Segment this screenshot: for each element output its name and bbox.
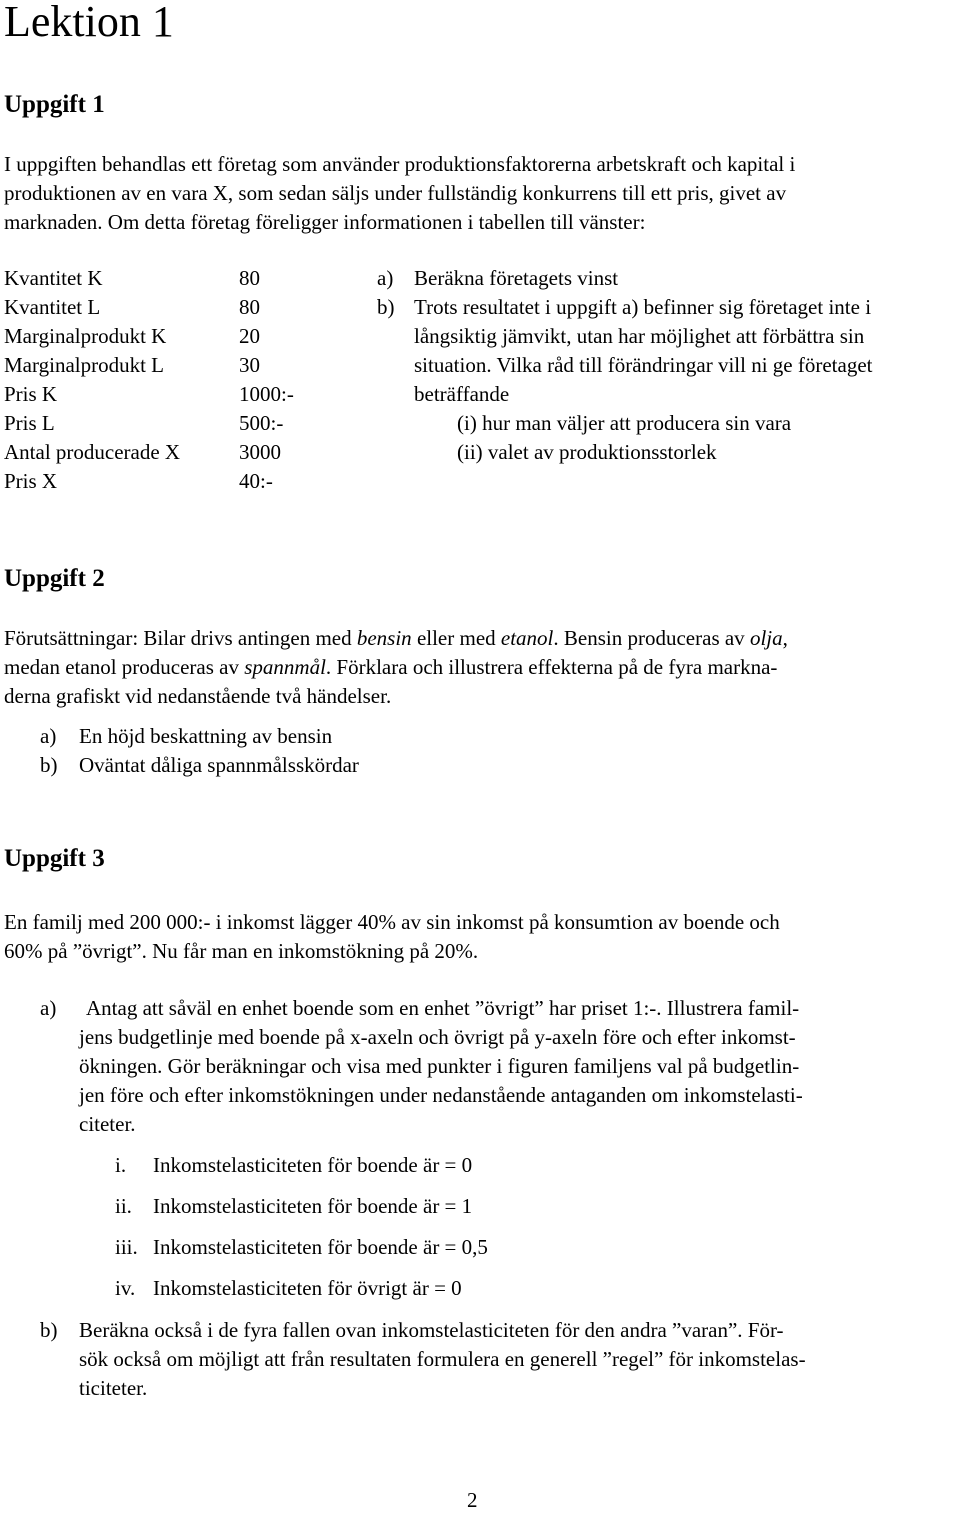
- u2-text: ,: [782, 626, 788, 650]
- u2-paragraph-line-3: derna grafiskt vid nedanstående två händelser.: [4, 684, 392, 708]
- u2-term-etanol: etanol: [500, 626, 554, 650]
- u2-paragraph-line-2: [4, 653, 777, 682]
- u3-sub-text: Inkomstelasticiteten för boende är = 1: [153, 1194, 473, 1218]
- u3-qb-line-3: ticiteter.: [79, 1376, 148, 1400]
- table-value: 1000:-: [239, 382, 294, 406]
- u1-heading: Uppgift 1: [4, 91, 105, 118]
- u1-qb-line-3: situation. Vilka råd till förändringar vill ni ge företaget: [414, 353, 873, 377]
- u1-qb-sub-i: (i) hur man väljer att producera sin vara: [457, 411, 792, 435]
- u3-intro-line-1: En familj med 200 000:- i inkomst lägger 40% av sin inkomst på konsumtion av boende och: [4, 910, 780, 934]
- u2-item-marker: a): [40, 724, 57, 748]
- table-value: 20: [239, 324, 260, 348]
- u3-qb-line-2: sök också om möjligt att från resultaten formulera en generell ”regel” för inkomstelas-: [79, 1347, 806, 1371]
- u2-item-text: Oväntat dåliga spannmålsskördar: [79, 753, 359, 777]
- page-title: Lektion 1: [4, 0, 174, 46]
- u1-intro-line-1: I uppgiften behandlas ett företag som använder produktionsfaktorerna arbetskraft och kapital i: [4, 152, 796, 176]
- table-label: Kvantitet L: [4, 295, 101, 319]
- page-number: 2: [467, 1488, 478, 1512]
- u3-qa-line-5: citeter.: [79, 1112, 136, 1136]
- u1-qb-line-2: långsiktig jämvikt, utan har möjlighet att förbättra sin: [414, 324, 865, 348]
- table-label: Marginalprodukt L: [4, 353, 165, 377]
- table-label: Kvantitet K: [4, 266, 103, 290]
- u3-sub-marker: ii.: [115, 1194, 132, 1218]
- u3-qa-line-1: Antag att såväl en enhet boende som en enhet ”övrigt” har priset 1:-. Illustrera famil-: [86, 996, 800, 1020]
- u3-qa-line-3: ökningen. Gör beräkningar och visa med punkter i figuren familjens val på budgetlin-: [79, 1054, 800, 1078]
- u3-sub-text: Inkomstelasticiteten för övrigt är = 0: [153, 1276, 462, 1300]
- table-value: 3000: [239, 440, 281, 464]
- table-value: 500:-: [239, 411, 284, 435]
- u2-text: . Förklara och illustrera effekterna på de fyra markna-: [325, 655, 778, 679]
- u2-paragraph-line-1: [4, 624, 788, 653]
- table-label: Antal producerade X: [4, 440, 181, 464]
- table-value: 30: [239, 353, 260, 377]
- u2-text: . Bensin produceras av: [553, 626, 750, 650]
- u1-qb-line-4: beträffande: [414, 382, 510, 406]
- u1-qb-sub-ii: (ii) valet av produktionsstorlek: [457, 440, 717, 464]
- u3-sub-text: Inkomstelasticiteten för boende är = 0,5: [153, 1235, 488, 1259]
- u2-heading: Uppgift 2: [4, 565, 105, 592]
- u1-intro-line-2: produktionen av en vara X, som sedan säljs under fullständig konkurrens till ett pris, givet av: [4, 181, 787, 205]
- u2-term-spannmal: spannmål: [244, 655, 326, 679]
- table-value: 80: [239, 295, 260, 319]
- table-label: Pris L: [4, 411, 55, 435]
- u2-text: eller med: [411, 626, 501, 650]
- u3-sub-marker: i.: [115, 1153, 127, 1177]
- u1-intro-line-3: marknaden. Om detta företag föreligger informationen i tabellen till vänster:: [4, 210, 646, 234]
- u3-qb-line-1: Beräkna också i de fyra fallen ovan inkomstelasticiteten för den andra ”varan”. För-: [79, 1318, 784, 1342]
- u2-term-olja: olja: [749, 626, 783, 650]
- u3-sub-marker: iii.: [115, 1235, 138, 1259]
- u3-heading: Uppgift 3: [4, 845, 105, 872]
- u3-qb-marker: b): [40, 1318, 58, 1342]
- u1-qa-text: Beräkna företagets vinst: [414, 266, 619, 290]
- u2-item-text: En höjd beskattning av bensin: [79, 724, 333, 748]
- u3-intro-line-2: 60% på ”övrigt”. Nu får man en inkomstökning på 20%.: [4, 939, 479, 963]
- u2-term-bensin: bensin: [356, 626, 412, 650]
- u2-text: medan etanol produceras av: [4, 655, 245, 679]
- table-value: 40:-: [239, 469, 273, 493]
- u1-qa-marker: a): [377, 266, 394, 290]
- u2-item-marker: b): [40, 753, 58, 777]
- u3-qa-marker: a): [40, 996, 57, 1020]
- u1-qb-line-1: Trots resultatet i uppgift a) befinner sig företaget inte i: [414, 295, 872, 319]
- u3-sub-text: Inkomstelasticiteten för boende är = 0: [153, 1153, 473, 1177]
- table-label: Marginalprodukt K: [4, 324, 167, 348]
- table-label: Pris X: [4, 469, 58, 493]
- u3-qa-line-2: jens budgetlinje med boende på x-axeln och övrigt på y-axeln före och efter inkomst-: [79, 1025, 796, 1049]
- u3-sub-marker: iv.: [115, 1276, 136, 1300]
- table-label: Pris K: [4, 382, 58, 406]
- u2-text: Förutsättningar: Bilar drivs antingen med: [4, 626, 357, 650]
- table-value: 80: [239, 266, 260, 290]
- u1-qb-marker: b): [377, 295, 395, 319]
- u3-qa-line-4: jen före och efter inkomstökningen under nedanstående antaganden om inkomstelasti-: [79, 1083, 803, 1107]
